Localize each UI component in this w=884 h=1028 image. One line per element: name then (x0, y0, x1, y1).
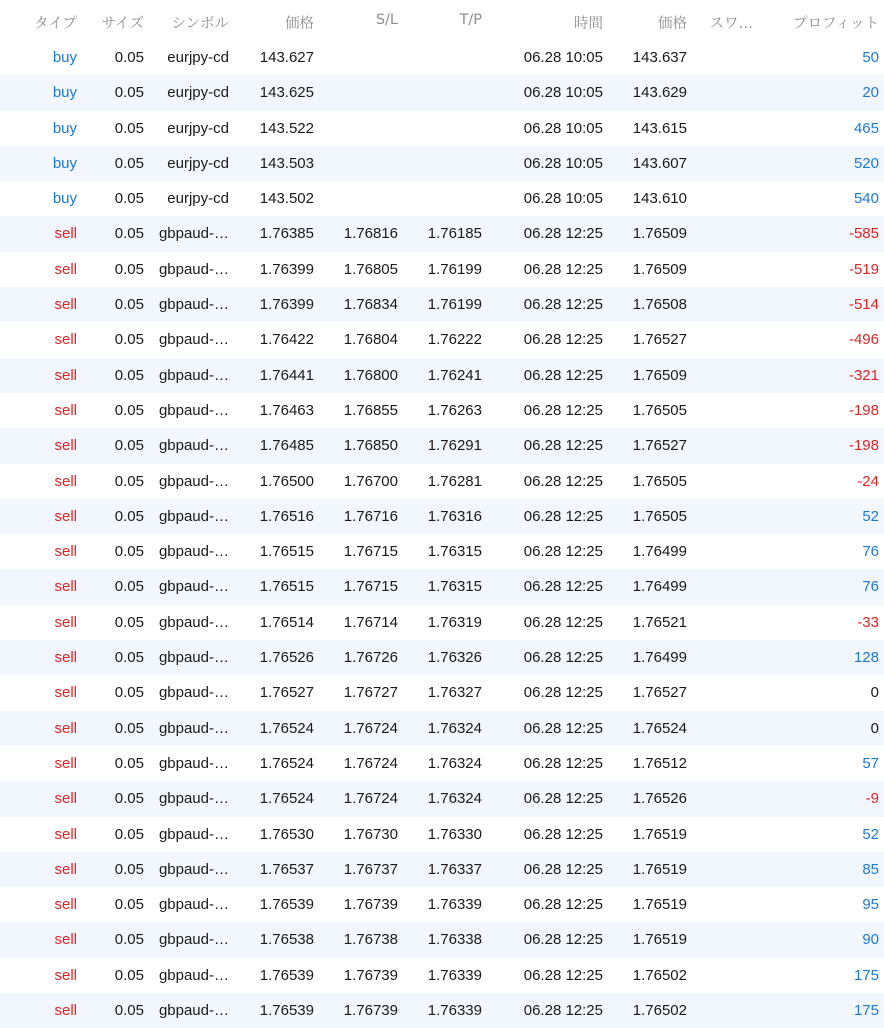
time-cell: 06.28 12:25 (523, 719, 603, 737)
header-sl[interactable]: S/L (375, 12, 398, 28)
price-cell: 1.76538 (259, 931, 314, 949)
size-cell: 0.05 (114, 790, 144, 808)
size-cell: 0.05 (114, 260, 144, 278)
profit-cell: -24 (857, 472, 879, 490)
price-cell: 1.76463 (259, 401, 314, 419)
sl-cell: 1.76739 (343, 966, 398, 984)
profit-cell: 76 (862, 543, 879, 561)
profit-cell: -496 (848, 331, 879, 349)
price-cell: 1.76515 (259, 543, 314, 561)
price-cell: 1.76539 (259, 1002, 314, 1020)
table-row[interactable] (0, 428, 884, 463)
sl-cell: 1.76727 (343, 684, 398, 702)
symbol-cell: gbpaud-… (158, 719, 229, 737)
symbol-cell: eurjpy-cd (167, 49, 229, 66)
sl-cell: 1.76724 (343, 754, 398, 772)
table-row[interactable] (0, 817, 884, 852)
size-cell: 0.05 (114, 84, 144, 102)
tp-cell: 1.76337 (427, 860, 482, 878)
price-cell: 1.76515 (259, 578, 314, 596)
symbol-cell: gbpaud-… (158, 754, 229, 772)
symbol-cell: gbpaud-… (158, 790, 229, 808)
sl-cell: 1.76739 (343, 896, 398, 914)
symbol-cell: eurjpy-cd (167, 119, 229, 137)
type-cell: sell (54, 649, 77, 667)
size-cell: 0.05 (114, 754, 144, 772)
type-cell: sell (54, 366, 77, 384)
tp-cell: 1.76291 (427, 437, 482, 455)
table-row[interactable] (0, 534, 884, 569)
symbol-cell: eurjpy-cd (167, 84, 229, 102)
time-cell: 06.28 10:05 (523, 119, 603, 137)
price-cell: 1.76524 (259, 754, 314, 772)
positions-table (0, 40, 884, 1028)
size-cell: 0.05 (114, 684, 144, 702)
profit-cell: -585 (848, 225, 879, 243)
profit-cell: 20 (862, 84, 879, 102)
symbol-cell: gbpaud-… (158, 825, 229, 843)
symbol-cell: gbpaud-… (158, 931, 229, 949)
sl-cell: 1.76816 (343, 225, 398, 243)
symbol-cell: gbpaud-… (158, 578, 229, 596)
table-row[interactable] (0, 146, 884, 181)
current-price-cell: 1.76505 (632, 472, 687, 490)
size-cell: 0.05 (114, 366, 144, 384)
time-cell: 06.28 10:05 (523, 49, 603, 66)
profit-cell: -9 (865, 790, 879, 808)
sl-cell: 1.76739 (343, 1002, 398, 1020)
current-price-cell: 1.76524 (632, 719, 687, 737)
sl-cell: 1.76715 (343, 578, 398, 596)
table-row[interactable] (0, 852, 884, 887)
symbol-cell: gbpaud-… (158, 966, 229, 984)
price-cell: 1.76530 (259, 825, 314, 843)
time-cell: 06.28 12:25 (523, 331, 603, 349)
size-cell: 0.05 (114, 1002, 144, 1020)
price-cell: 1.76539 (259, 896, 314, 914)
time-cell: 06.28 12:25 (523, 507, 603, 525)
symbol-cell: gbpaud-… (158, 225, 229, 243)
tp-cell: 1.76324 (427, 719, 482, 737)
table-row[interactable] (0, 358, 884, 393)
profit-cell: 540 (853, 190, 879, 208)
price-cell: 1.76385 (259, 225, 314, 243)
current-price-cell: 1.76508 (632, 296, 687, 314)
profit-cell: 0 (870, 684, 879, 702)
type-cell: sell (54, 613, 77, 631)
type-cell: sell (54, 578, 77, 596)
symbol-cell: gbpaud-… (158, 366, 229, 384)
price-cell: 1.76485 (259, 437, 314, 455)
type-cell: sell (54, 1002, 77, 1020)
time-cell: 06.28 12:25 (523, 472, 603, 490)
table-row[interactable] (0, 922, 884, 957)
table-row[interactable] (0, 216, 884, 251)
price-cell: 1.76527 (259, 684, 314, 702)
time-cell: 06.28 12:25 (523, 931, 603, 949)
type-cell: sell (54, 331, 77, 349)
tp-cell: 1.76339 (427, 896, 482, 914)
current-price-cell: 1.76509 (632, 366, 687, 384)
profit-cell: 52 (862, 825, 879, 843)
profit-cell: 175 (853, 1002, 879, 1020)
time-cell: 06.28 10:05 (523, 154, 603, 172)
time-cell: 06.28 12:25 (523, 260, 603, 278)
profit-cell: 52 (862, 507, 879, 525)
current-price-cell: 1.76509 (632, 225, 687, 243)
price-cell: 1.76526 (259, 649, 314, 667)
size-cell: 0.05 (114, 719, 144, 737)
price-cell: 1.76422 (259, 331, 314, 349)
profit-cell: 520 (853, 154, 879, 172)
header-size[interactable]: サイズ (101, 16, 144, 32)
table-row[interactable] (0, 605, 884, 640)
current-price-cell: 1.76499 (632, 649, 687, 667)
profit-cell: 76 (862, 578, 879, 596)
type-cell: sell (54, 790, 77, 808)
profit-cell: 57 (862, 754, 879, 772)
size-cell: 0.05 (114, 49, 144, 66)
profit-cell: 95 (862, 896, 879, 914)
type-cell: sell (54, 401, 77, 419)
table-row[interactable] (0, 75, 884, 110)
table-row[interactable] (0, 499, 884, 534)
sl-cell: 1.76805 (343, 260, 398, 278)
table-row[interactable] (0, 111, 884, 146)
current-price-cell: 1.76519 (632, 896, 687, 914)
profit-cell: -33 (857, 613, 879, 631)
type-cell: sell (54, 472, 77, 490)
size-cell: 0.05 (114, 578, 144, 596)
current-price-cell: 143.637 (632, 49, 687, 66)
symbol-cell: gbpaud-… (158, 613, 229, 631)
time-cell: 06.28 12:25 (523, 1002, 603, 1020)
table-row[interactable] (0, 958, 884, 993)
header-symbol[interactable]: シンボル (171, 16, 229, 32)
time-cell: 06.28 12:25 (523, 754, 603, 772)
current-price-cell: 1.76505 (632, 401, 687, 419)
tp-cell: 1.76339 (427, 1002, 482, 1020)
size-cell: 0.05 (114, 225, 144, 243)
table-row[interactable] (0, 464, 884, 499)
header-time[interactable]: 時間 (574, 16, 603, 32)
profit-cell: 465 (853, 119, 879, 137)
size-cell: 0.05 (114, 331, 144, 349)
type-cell: sell (54, 896, 77, 914)
table-header (0, 0, 884, 40)
profit-cell: 128 (853, 649, 879, 667)
size-cell: 0.05 (114, 860, 144, 878)
table-row[interactable] (0, 640, 884, 675)
time-cell: 06.28 12:25 (523, 825, 603, 843)
type-cell: sell (54, 296, 77, 314)
price-cell: 143.625 (259, 84, 314, 102)
current-price-cell: 1.76519 (632, 825, 687, 843)
price-cell: 1.76399 (259, 296, 314, 314)
profit-cell: -514 (848, 296, 879, 314)
tp-cell: 1.76185 (427, 225, 482, 243)
type-cell: buy (52, 84, 77, 102)
type-cell: sell (54, 719, 77, 737)
sl-cell: 1.76737 (343, 860, 398, 878)
header-swap[interactable]: スワ… (709, 16, 753, 32)
type-cell: sell (54, 260, 77, 278)
time-cell: 06.28 12:25 (523, 684, 603, 702)
sl-cell: 1.76715 (343, 543, 398, 561)
header-type[interactable]: タイプ (34, 16, 77, 32)
profit-cell: 50 (862, 49, 879, 66)
time-cell: 06.28 12:25 (523, 543, 603, 561)
size-cell: 0.05 (114, 119, 144, 137)
time-cell: 06.28 10:05 (523, 84, 603, 102)
size-cell: 0.05 (114, 472, 144, 490)
tp-cell: 1.76327 (427, 684, 482, 702)
symbol-cell: gbpaud-… (158, 472, 229, 490)
tp-cell: 1.76281 (427, 472, 482, 490)
type-cell: buy (52, 49, 77, 66)
size-cell: 0.05 (114, 649, 144, 667)
price-cell: 1.76537 (259, 860, 314, 878)
tp-cell: 1.76316 (427, 507, 482, 525)
profit-cell: -198 (848, 401, 879, 419)
sl-cell: 1.76716 (343, 507, 398, 525)
sl-cell: 1.76800 (343, 366, 398, 384)
sl-cell: 1.76855 (343, 401, 398, 419)
current-price-cell: 143.629 (632, 84, 687, 102)
symbol-cell: gbpaud-… (158, 331, 229, 349)
table-row[interactable] (0, 746, 884, 781)
table-row[interactable] (0, 287, 884, 322)
table-row[interactable] (0, 322, 884, 357)
price-cell: 1.76539 (259, 966, 314, 984)
size-cell: 0.05 (114, 154, 144, 172)
current-price-cell: 143.615 (632, 119, 687, 137)
profit-cell: -519 (848, 260, 879, 278)
size-cell: 0.05 (114, 613, 144, 631)
current-price-cell: 143.610 (632, 190, 687, 208)
tp-cell: 1.76315 (427, 578, 482, 596)
size-cell: 0.05 (114, 825, 144, 843)
size-cell: 0.05 (114, 931, 144, 949)
size-cell: 0.05 (114, 543, 144, 561)
current-price-cell: 1.76526 (632, 790, 687, 808)
price-cell: 143.502 (259, 190, 314, 208)
tp-cell: 1.76324 (427, 754, 482, 772)
table-row[interactable] (0, 781, 884, 816)
time-cell: 06.28 12:25 (523, 896, 603, 914)
price-cell: 1.76500 (259, 472, 314, 490)
tp-cell: 1.76315 (427, 543, 482, 561)
symbol-cell: gbpaud-… (158, 260, 229, 278)
price-cell: 1.76514 (259, 613, 314, 631)
tp-cell: 1.76330 (427, 825, 482, 843)
profit-cell: 90 (862, 931, 879, 949)
type-cell: buy (52, 119, 77, 137)
symbol-cell: eurjpy-cd (167, 154, 229, 172)
symbol-cell: gbpaud-… (158, 860, 229, 878)
type-cell: sell (54, 825, 77, 843)
table-row[interactable] (0, 675, 884, 710)
tp-cell: 1.76199 (427, 296, 482, 314)
profit-cell: -198 (848, 437, 879, 455)
type-cell: buy (52, 190, 77, 208)
price-cell: 143.627 (259, 49, 314, 66)
tp-cell: 1.76326 (427, 649, 482, 667)
price-cell: 1.76441 (259, 366, 314, 384)
table-row[interactable] (0, 711, 884, 746)
sl-cell: 1.76700 (343, 472, 398, 490)
table-row[interactable] (0, 569, 884, 604)
current-price-cell: 1.76519 (632, 931, 687, 949)
type-cell: sell (54, 684, 77, 702)
size-cell: 0.05 (114, 966, 144, 984)
current-price-cell: 1.76505 (632, 507, 687, 525)
profit-cell: -321 (848, 366, 879, 384)
time-cell: 06.28 12:25 (523, 296, 603, 314)
profit-cell: 175 (853, 966, 879, 984)
price-cell: 143.522 (259, 119, 314, 137)
current-price-cell: 1.76499 (632, 543, 687, 561)
time-cell: 06.28 12:25 (523, 860, 603, 878)
tp-cell: 1.76319 (427, 613, 482, 631)
header-current-price[interactable]: 価格 (658, 16, 687, 32)
time-cell: 06.28 12:25 (523, 613, 603, 631)
sl-cell: 1.76804 (343, 331, 398, 349)
table-row[interactable] (0, 887, 884, 922)
tp-cell: 1.76222 (427, 331, 482, 349)
header-profit[interactable]: プロフィット (793, 16, 879, 32)
current-price-cell: 1.76512 (632, 754, 687, 772)
profit-cell: 0 (870, 719, 879, 737)
time-cell: 06.28 12:25 (523, 225, 603, 243)
type-cell: sell (54, 931, 77, 949)
current-price-cell: 1.76527 (632, 684, 687, 702)
size-cell: 0.05 (114, 896, 144, 914)
current-price-cell: 1.76499 (632, 578, 687, 596)
sl-cell: 1.76724 (343, 790, 398, 808)
symbol-cell: gbpaud-… (158, 1002, 229, 1020)
type-cell: sell (54, 860, 77, 878)
time-cell: 06.28 12:25 (523, 649, 603, 667)
tp-cell: 1.76241 (427, 366, 482, 384)
symbol-cell: gbpaud-… (158, 296, 229, 314)
time-cell: 06.28 12:25 (523, 366, 603, 384)
time-cell: 06.28 12:25 (523, 437, 603, 455)
sl-cell: 1.76714 (343, 613, 398, 631)
time-cell: 06.28 12:25 (523, 966, 603, 984)
current-price-cell: 1.76521 (632, 613, 687, 631)
tp-cell: 1.76263 (427, 401, 482, 419)
sl-cell: 1.76738 (343, 931, 398, 949)
current-price-cell: 1.76527 (632, 331, 687, 349)
time-cell: 06.28 12:25 (523, 578, 603, 596)
price-cell: 1.76516 (259, 507, 314, 525)
symbol-cell: eurjpy-cd (167, 190, 229, 208)
symbol-cell: gbpaud-… (158, 401, 229, 419)
header-tp[interactable]: T/P (459, 12, 482, 28)
sl-cell: 1.76726 (343, 649, 398, 667)
current-price-cell: 1.76502 (632, 966, 687, 984)
tp-cell: 1.76199 (427, 260, 482, 278)
size-cell: 0.05 (114, 401, 144, 419)
current-price-cell: 1.76509 (632, 260, 687, 278)
current-price-cell: 1.76527 (632, 437, 687, 455)
time-cell: 06.28 12:25 (523, 401, 603, 419)
current-price-cell: 1.76519 (632, 860, 687, 878)
type-cell: sell (54, 966, 77, 984)
size-cell: 0.05 (114, 507, 144, 525)
price-cell: 1.76399 (259, 260, 314, 278)
current-price-cell: 1.76502 (632, 1002, 687, 1020)
profit-cell: 85 (862, 860, 879, 878)
time-cell: 06.28 10:05 (523, 190, 603, 208)
symbol-cell: gbpaud-… (158, 896, 229, 914)
type-cell: sell (54, 507, 77, 525)
sl-cell: 1.76850 (343, 437, 398, 455)
current-price-cell: 143.607 (632, 154, 687, 172)
sl-cell: 1.76730 (343, 825, 398, 843)
price-cell: 143.503 (259, 154, 314, 172)
table-row[interactable] (0, 393, 884, 428)
table-row[interactable] (0, 993, 884, 1028)
type-cell: buy (52, 154, 77, 172)
tp-cell: 1.76324 (427, 790, 482, 808)
symbol-cell: gbpaud-… (158, 437, 229, 455)
tp-cell: 1.76339 (427, 966, 482, 984)
size-cell: 0.05 (114, 437, 144, 455)
header-price[interactable]: 価格 (285, 16, 314, 32)
symbol-cell: gbpaud-… (158, 649, 229, 667)
size-cell: 0.05 (114, 190, 144, 208)
tp-cell: 1.76338 (427, 931, 482, 949)
symbol-cell: gbpaud-… (158, 684, 229, 702)
table-row[interactable] (0, 181, 884, 216)
type-cell: sell (54, 225, 77, 243)
price-cell: 1.76524 (259, 790, 314, 808)
time-cell: 06.28 12:25 (523, 790, 603, 808)
type-cell: sell (54, 754, 77, 772)
sl-cell: 1.76724 (343, 719, 398, 737)
type-cell: sell (54, 437, 77, 455)
type-cell: sell (54, 543, 77, 561)
price-cell: 1.76524 (259, 719, 314, 737)
size-cell: 0.05 (114, 296, 144, 314)
symbol-cell: gbpaud-… (158, 543, 229, 561)
symbol-cell: gbpaud-… (158, 507, 229, 525)
table-row[interactable] (0, 40, 884, 75)
sl-cell: 1.76834 (343, 296, 398, 314)
table-row[interactable] (0, 252, 884, 287)
